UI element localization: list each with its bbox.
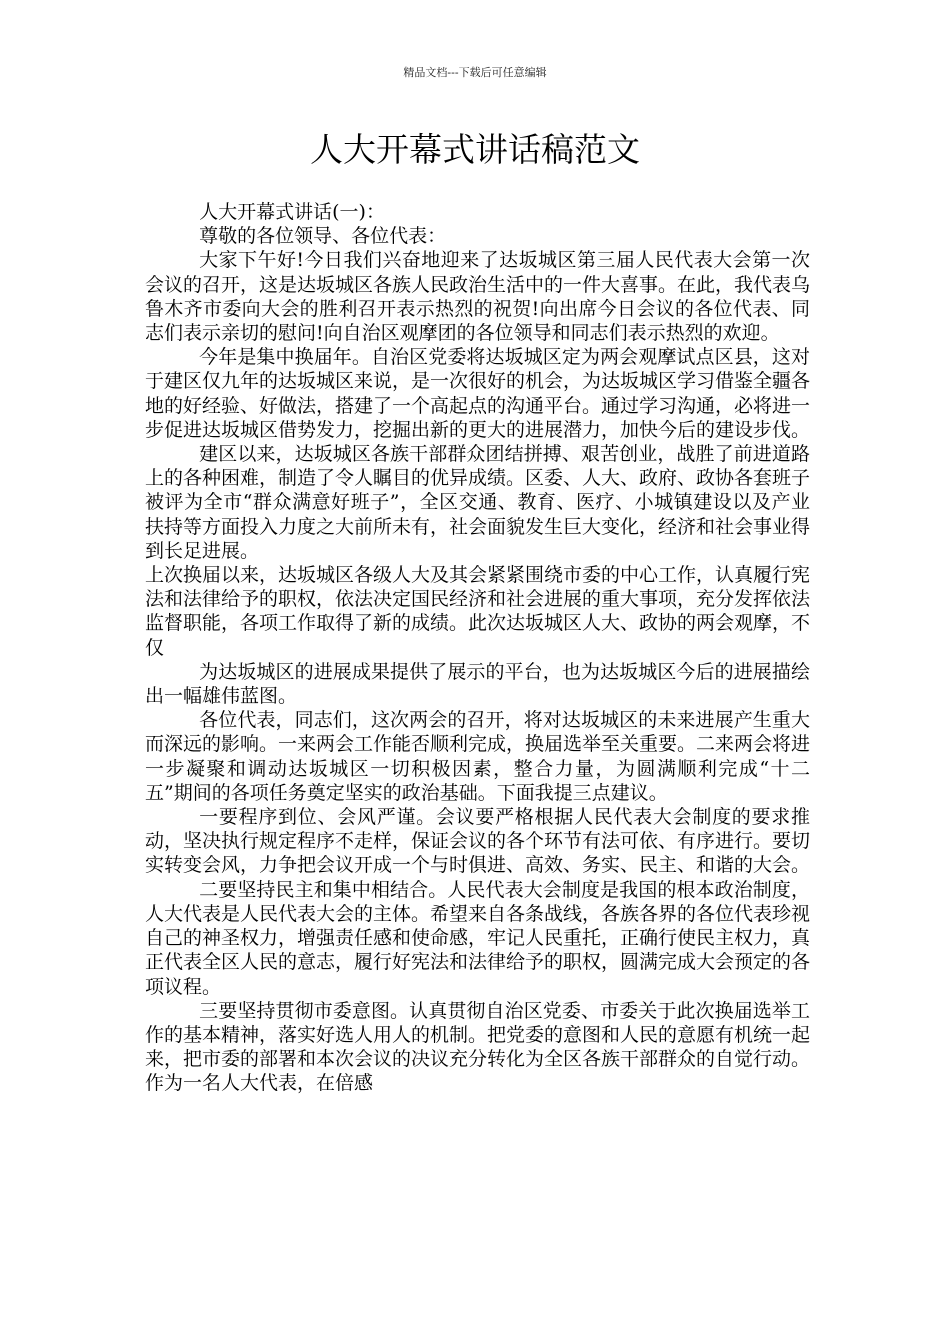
paragraph-suggestion-three: 三要坚持贯彻市委意图。认真贯彻自治区党委、市委关于此次换届选举工作的基本精神，落实好选人用人的机制。把党委的意图和人民的意愿有机统一起来，把市委的部署和本次会议的决议充分转化为全区各族干部群众的自觉行动。作为一名人大代表，在倍感 [145, 999, 811, 1095]
page-header-note: 精品文档---下载后可任意编辑 [403, 66, 547, 79]
paragraph-development-platform: 为达坂城区的进展成果提供了展示的平台，也为达坂城区今后的进展描绘出一幅雄伟蓝图。 [145, 660, 810, 708]
paragraph-suggestion-two: 二要坚持民主和集中相结合。人民代表大会制度是我国的根本政治制度，人大代表是人民代表大会的主体。希望来自各条战线，各族各界的各位代表珍视自己的神圣权力，增强责任感和使命感，牢记人民重托，正确行使民主权力，真正代表全区人民的意志，履行好宪法和法律给予的职权，圆满完成大会预定的各项议程。 [145, 878, 811, 998]
paragraph-greeting: 大家下午好!今日我们兴奋地迎来了达坂城区第三届人民代表大会第一次会议的召开，这是达坂城区各族人民政治生活中的一件大喜事。在此，我代表乌鲁木齐市委向大会的胜利召开表示热烈的祝贺!向出席今日会议的各位代表、同志们表示亲切的慰问!向自治区观摩团的各位领导和同志们表示热烈的欢迎。 [145, 249, 811, 345]
document-title: 人大开幕式讲话稿范文 [310, 130, 640, 169]
paragraph-achievements: 建区以来，达坂城区各族干部群众团结拼搏、艰苦创业，战胜了前进道路上的各种困难，制造了令人瞩目的优异成绩。区委、人大、政府、政协各套班子被评为全市“群众满意好班子”，全区交通、教育、医疗、小城镇建设以及产业扶持等方面投入力度之大前所未有，社会面貌发生巨大变化，经济和社会事业得到长足进展。 [145, 443, 811, 562]
paragraph-salutation: 尊敬的各位领导、各位代表： [199, 225, 447, 248]
document-body [145, 200, 810, 1096]
paragraph-suggestion-one: 一要程序到位、会风严谨。会议要严格根据人民代表大会制度的要求推动，坚决执行规定程序不走样，保证会议的各个环节有法可依、有序进行。要切实转变会风，力争把会议开成一个与时俱进、高效、务实、民主、和谐的大会。 [145, 806, 811, 877]
paragraph-significance: 各位代表，同志们，这次两会的召开，将对达坂城区的未来进展产生重大而深远的影响。一来两会工作能否顺利完成，换届选举至关重要。二来两会将进一步凝聚和调动达坂城区一切积极因素，整合力量，为圆满顺利完成“十二五”期间的各项任务奠定坚实的政治基础。下面我提三点建议。 [145, 709, 811, 804]
paragraph-since-last-election: 上次换届以来，达坂城区各级人大及其会紧紧围绕市委的中心工作，认真履行宪法和法律给予的职权，依法决定国民经济和社会进展的重大事项，充分发挥依法监督职能，各项工作取得了新的成绩。此次达坂城区人大、政协的两会观摩，不仅 [145, 564, 811, 659]
paragraph-election-year: 今年是集中换届年。自治区党委将达坂城区定为两会观摩试点区县，这对于建区仅九年的达坂城区来说，是一次很好的机会，为达坂城区学习借鉴全疆各地的好经验、好做法，搭建了一个高起点的沟通平台。通过学习沟通，必将进一步促进达坂城区借势发力，挖掘出新的更大的进展潜力，加快今后的建设步伐。 [145, 346, 811, 441]
paragraph-speech-heading: 人大开幕式讲话(一)： [199, 201, 385, 223]
